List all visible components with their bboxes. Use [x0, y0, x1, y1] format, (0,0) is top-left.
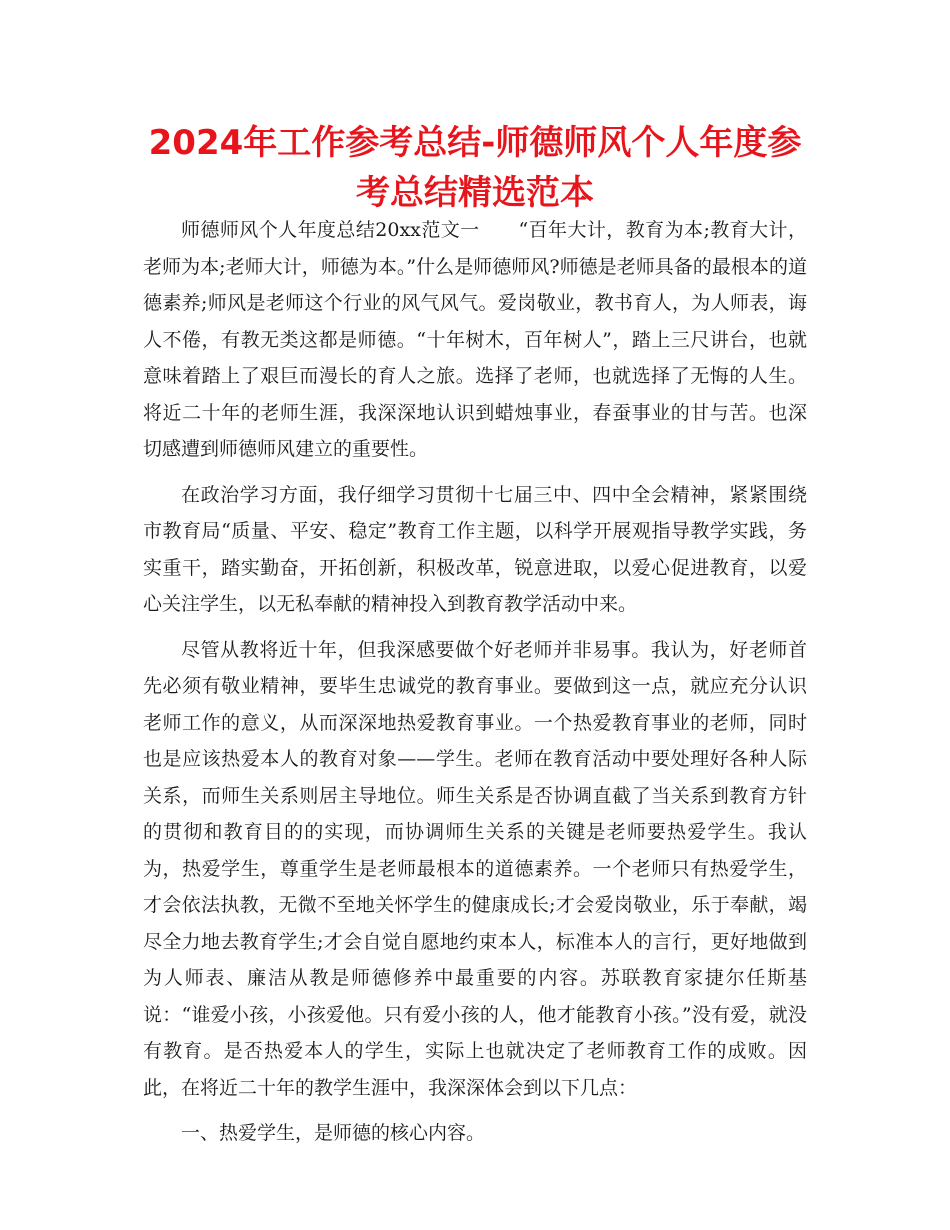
document-body [143, 212, 807, 1161]
document-title: 2024年工作参考总结-师德师风个人年度参考总结精选范本 [148, 123, 802, 213]
paragraph-point-one: 一、热爱学生，是师德的核心内容。 [181, 1122, 486, 1144]
paragraph-political-study: 在政治学习方面，我仔细学习贯彻十七届三中、四中全会精神，紧紧围绕市教育局“质量、平安、稳定”教育工作主题，以科学开展观指导教学实践，务实重干，踏实勤奋，开拓创新，积极改革，锐意进取，以爱心促进教育，以爱心关注学生，以无私奉献的精神投入到教育教学活动中来。 [143, 483, 807, 615]
paragraph-teaching-reflection: 尽管从教将近十年，但我深感要做个好老师并非易事。我认为，好老师首先必须有敬业精神，要毕生忠诚党的教育事业。要做到这一点，就应充分认识老师工作的意义，从而深深地热爱教育事业。一个热爱教育事业的老师，同时也是应该热爱本人的教育对象——学生。老师在教育活动中要处理好各种人际关系，而师生关系则居主导地位。师生关系是否协调直截了当关系到教育方针的贯彻和教育目的的实现，而协调师生关系的关键是老师要热爱学生。我认为，热爱学生，尊重学生是老师最根本的道德素养。一个老师只有热爱学生，才会依法执教，无微不至地关怀学生的健康成长;才会爱岗敬业，乐于奉献，竭尽全力地去教育学生;才会自觉自愿地约束本人，标准本人的言行，更好地做到为人师表、廉洁从教是师德修养中最重要的内容。苏联教育家捷尔任斯基说：“谁爱小孩，小孩爱他。只有爱小孩的人，他才能教育小孩。”没有爱，就没有教育。是否热爱本人的学生，实际上也就决定了老师教育工作的成败。因此，在将近二十年的教学生涯中，我深深体会到以下几点： [143, 638, 807, 1099]
paragraph-intro: 师德师风个人年度总结20xx范文一 “百年大计，教育为本;教育大计，老师为本;老师大计，师德为本。”什么是师德师风?师德是老师具备的最根本的道德素养;师风是老师这个行业的风气风气。爱岗敬业，教书育人，为人师表，诲人不倦，有教无类这都是师德。“十年树木，百年树人”，踏上三尺讲台，也就意味着踏上了艰巨而漫长的育人之旅。选择了老师，也就选择了无悔的人生。将近二十年的老师生涯，我深深地认识到蜡烛事业，春蚕事业的甘与苦。也深切感遭到师德师风建立的重要性。 [143, 219, 807, 460]
